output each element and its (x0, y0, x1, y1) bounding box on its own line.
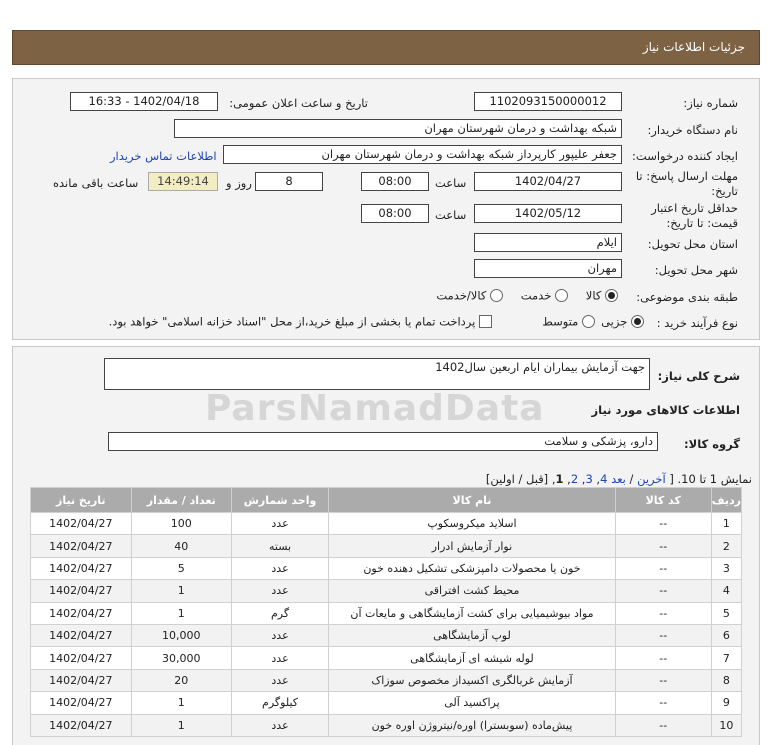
buyer-org-field: شبکه بهداشت و درمان شهرستان مهران (174, 119, 622, 138)
cell-unit: عدد (231, 580, 328, 602)
pager-summary: نمایش 1 تا 10. (677, 472, 752, 486)
page-header (12, 30, 760, 65)
cell-item-name: اسلاید میکروسکوپ (329, 513, 615, 535)
cell-row-number: 1 (711, 513, 741, 535)
checkbox-icon[interactable] (479, 315, 492, 328)
cell-unit: بسته (231, 535, 328, 557)
goods-table (30, 487, 742, 737)
cell-row-number: 8 (711, 669, 741, 691)
col-quantity: تعداد / مقدار (131, 488, 231, 513)
validity-label-2: قیمت: تا تاریخ: (666, 216, 738, 230)
city-field: مهران (474, 259, 622, 278)
requester-field: جعفر علیپور کارپرداز شبکه بهداشت و درمان شهرستان مهران (223, 145, 622, 164)
cell-item-code: -- (615, 535, 711, 557)
cell-need-date: 1402/04/27 (31, 535, 132, 557)
table-row[interactable] (31, 513, 742, 535)
cell-item-name: آزمایش غربالگری اکسیداز مخصوص سوزاک (329, 669, 615, 691)
radio-selected-icon[interactable] (605, 289, 618, 302)
table-row[interactable] (31, 692, 742, 714)
validity-time-field: 08:00 (361, 204, 429, 223)
cell-item-code: -- (615, 557, 711, 579)
pager-bracket: [ (669, 472, 674, 486)
cell-row-number: 7 (711, 647, 741, 669)
need-number-label: شماره نیاز: (683, 96, 738, 110)
process-option-partial[interactable]: جزیی (601, 314, 644, 329)
deadline-days-field: 8 (255, 172, 323, 191)
buyer-org-label: نام دستگاه خریدار: (647, 123, 738, 137)
cell-item-name: نوار آزمایش ادرار (329, 535, 615, 557)
pager-page-3[interactable]: 3 (585, 472, 593, 486)
cell-need-date: 1402/04/27 (31, 624, 132, 646)
province-field: ایلام (474, 233, 622, 252)
col-row: ردیف (711, 488, 741, 513)
pager-separator: / (629, 472, 634, 486)
goods-group-label: گروه کالا: (684, 437, 740, 451)
category-option-goods-service[interactable]: کالا/خدمت (436, 288, 503, 303)
cell-quantity: 1 (131, 602, 231, 624)
table-header-row (31, 488, 742, 513)
table-row[interactable] (31, 669, 742, 691)
deadline-date-field: 1402/04/27 (474, 172, 622, 191)
cell-item-name: پراکسید آلی (329, 692, 615, 714)
watermark: ParsNamadData (205, 388, 545, 429)
cell-need-date: 1402/04/27 (31, 513, 132, 535)
cell-unit: عدد (231, 669, 328, 691)
cell-item-name: محیط کشت افتراقی (329, 580, 615, 602)
cell-item-name: پیش‌ماده (سوبسترا) اوره/نیتروژن اوره خون (329, 714, 615, 736)
need-number-field: 1102093150000012 (474, 92, 622, 111)
cell-unit: عدد (231, 513, 328, 535)
pager-first-prev: [قبل / اولین] (485, 472, 549, 486)
cell-item-name: مواد بیوشیمیایی برای کشت آزمایشگاهی و مایعات آن (329, 602, 615, 624)
table-row[interactable] (31, 602, 742, 624)
radio-icon[interactable] (555, 289, 568, 302)
table-row[interactable] (31, 580, 742, 602)
table-row[interactable] (31, 647, 742, 669)
pager-next-link[interactable]: بعد (611, 472, 626, 486)
cell-item-code: -- (615, 647, 711, 669)
col-code: کد کالا (615, 488, 711, 513)
requester-label: ایجاد کننده درخواست: (632, 149, 738, 163)
cell-item-name: لوله شیشه ای آزمایشگاهی (329, 647, 615, 669)
summary-field: جهت آزمایش بیماران ایام اربعین سال1402 (104, 358, 650, 390)
cell-need-date: 1402/04/27 (31, 669, 132, 691)
table-row[interactable] (31, 624, 742, 646)
cell-row-number: 10 (711, 714, 741, 736)
summary-label: شرح کلی نیاز: (657, 369, 740, 383)
pager-last-link[interactable]: آخرین (637, 472, 666, 486)
cell-unit: عدد (231, 714, 328, 736)
cell-item-code: -- (615, 714, 711, 736)
cell-unit: کیلوگرم (231, 692, 328, 714)
cell-unit: عدد (231, 647, 328, 669)
validity-time-label: ساعت (435, 208, 467, 222)
cell-quantity: 20 (131, 669, 231, 691)
province-label: استان محل تحویل: (647, 237, 738, 251)
process-label: نوع فرآیند خرید : (656, 316, 738, 330)
cell-quantity: 1 (131, 692, 231, 714)
goods-info-title: اطلاعات کالاهای مورد نیاز (591, 403, 740, 417)
category-option-goods[interactable]: کالا (586, 288, 618, 303)
deadline-time-field: 08:00 (361, 172, 429, 191)
pager-current-page: 1 (555, 472, 564, 486)
cell-need-date: 1402/04/27 (31, 647, 132, 669)
radio-icon[interactable] (490, 289, 503, 302)
goods-group-field: دارو، پزشکی و سلامت (108, 432, 658, 451)
col-unit: واحد شمارش (231, 488, 328, 513)
category-label: طبقه بندی موضوعی: (636, 290, 738, 304)
treasury-checkbox-row[interactable]: پرداخت تمام یا بخشی از مبلغ خرید،از محل "اسناد خزانه اسلامی" خواهد بود. (109, 314, 492, 329)
cell-item-code: -- (615, 669, 711, 691)
cell-item-code: -- (615, 602, 711, 624)
cell-item-name: خون یا محصولات دامپزشکی تشکیل دهنده خون (329, 557, 615, 579)
col-need-date: تاریخ نیاز (31, 488, 132, 513)
days-label: روز و (226, 176, 252, 190)
category-option-service[interactable]: خدمت (521, 288, 568, 303)
pager-page-4[interactable]: 4 (600, 472, 608, 486)
table-row[interactable] (31, 714, 742, 736)
cell-quantity: 10,000 (131, 624, 231, 646)
cell-need-date: 1402/04/27 (31, 557, 132, 579)
cell-row-number: 6 (711, 624, 741, 646)
deadline-label-2: تاریخ: (711, 184, 738, 198)
radio-selected-icon[interactable] (631, 315, 644, 328)
cell-item-code: -- (615, 580, 711, 602)
cell-row-number: 4 (711, 580, 741, 602)
cell-unit: عدد (231, 557, 328, 579)
cell-item-code: -- (615, 624, 711, 646)
table-row[interactable] (31, 557, 742, 579)
cell-quantity: 30,000 (131, 647, 231, 669)
cell-row-number: 5 (711, 602, 741, 624)
cell-unit: گرم (231, 602, 328, 624)
pagination: نمایش 1 تا 10. [ آخرین / بعد 4, 3, 2, 1, [قبل / اولین] (485, 472, 752, 486)
cell-row-number: 2 (711, 535, 741, 557)
cell-quantity: 40 (131, 535, 231, 557)
cell-item-code: -- (615, 692, 711, 714)
validity-date-field: 1402/05/12 (474, 204, 622, 223)
remaining-time-field: 14:49:14 (148, 172, 218, 191)
process-option-medium[interactable]: متوسط (542, 314, 595, 329)
remaining-label: ساعت باقی مانده (53, 176, 139, 190)
announce-field: 1402/04/18 - 16:33 (70, 92, 218, 111)
cell-row-number: 3 (711, 557, 741, 579)
cell-item-name: لوپ آزمایشگاهی (329, 624, 615, 646)
announce-label: تاریخ و ساعت اعلان عمومی: (229, 96, 368, 110)
buyer-contact-link[interactable]: اطلاعات تماس خریدار (110, 149, 217, 163)
cell-need-date: 1402/04/27 (31, 692, 132, 714)
city-label: شهر محل تحویل: (654, 263, 738, 277)
table-row[interactable] (31, 535, 742, 557)
page-title: جزئیات اطلاعات نیاز (642, 40, 745, 54)
cell-quantity: 100 (131, 513, 231, 535)
cell-quantity: 1 (131, 714, 231, 736)
cell-unit: عدد (231, 624, 328, 646)
deadline-time-label: ساعت (435, 176, 467, 190)
deadline-label: مهلت ارسال پاسخ: تا (635, 169, 738, 183)
cell-row-number: 9 (711, 692, 741, 714)
radio-icon[interactable] (582, 315, 595, 328)
cell-item-code: -- (615, 513, 711, 535)
cell-quantity: 1 (131, 580, 231, 602)
cell-need-date: 1402/04/27 (31, 580, 132, 602)
pager-page-2[interactable]: 2 (570, 472, 579, 486)
col-name: نام کالا (329, 488, 615, 513)
cell-need-date: 1402/04/27 (31, 714, 132, 736)
cell-quantity: 5 (131, 557, 231, 579)
validity-label: حداقل تاریخ اعتبار (651, 201, 738, 215)
cell-need-date: 1402/04/27 (31, 602, 132, 624)
